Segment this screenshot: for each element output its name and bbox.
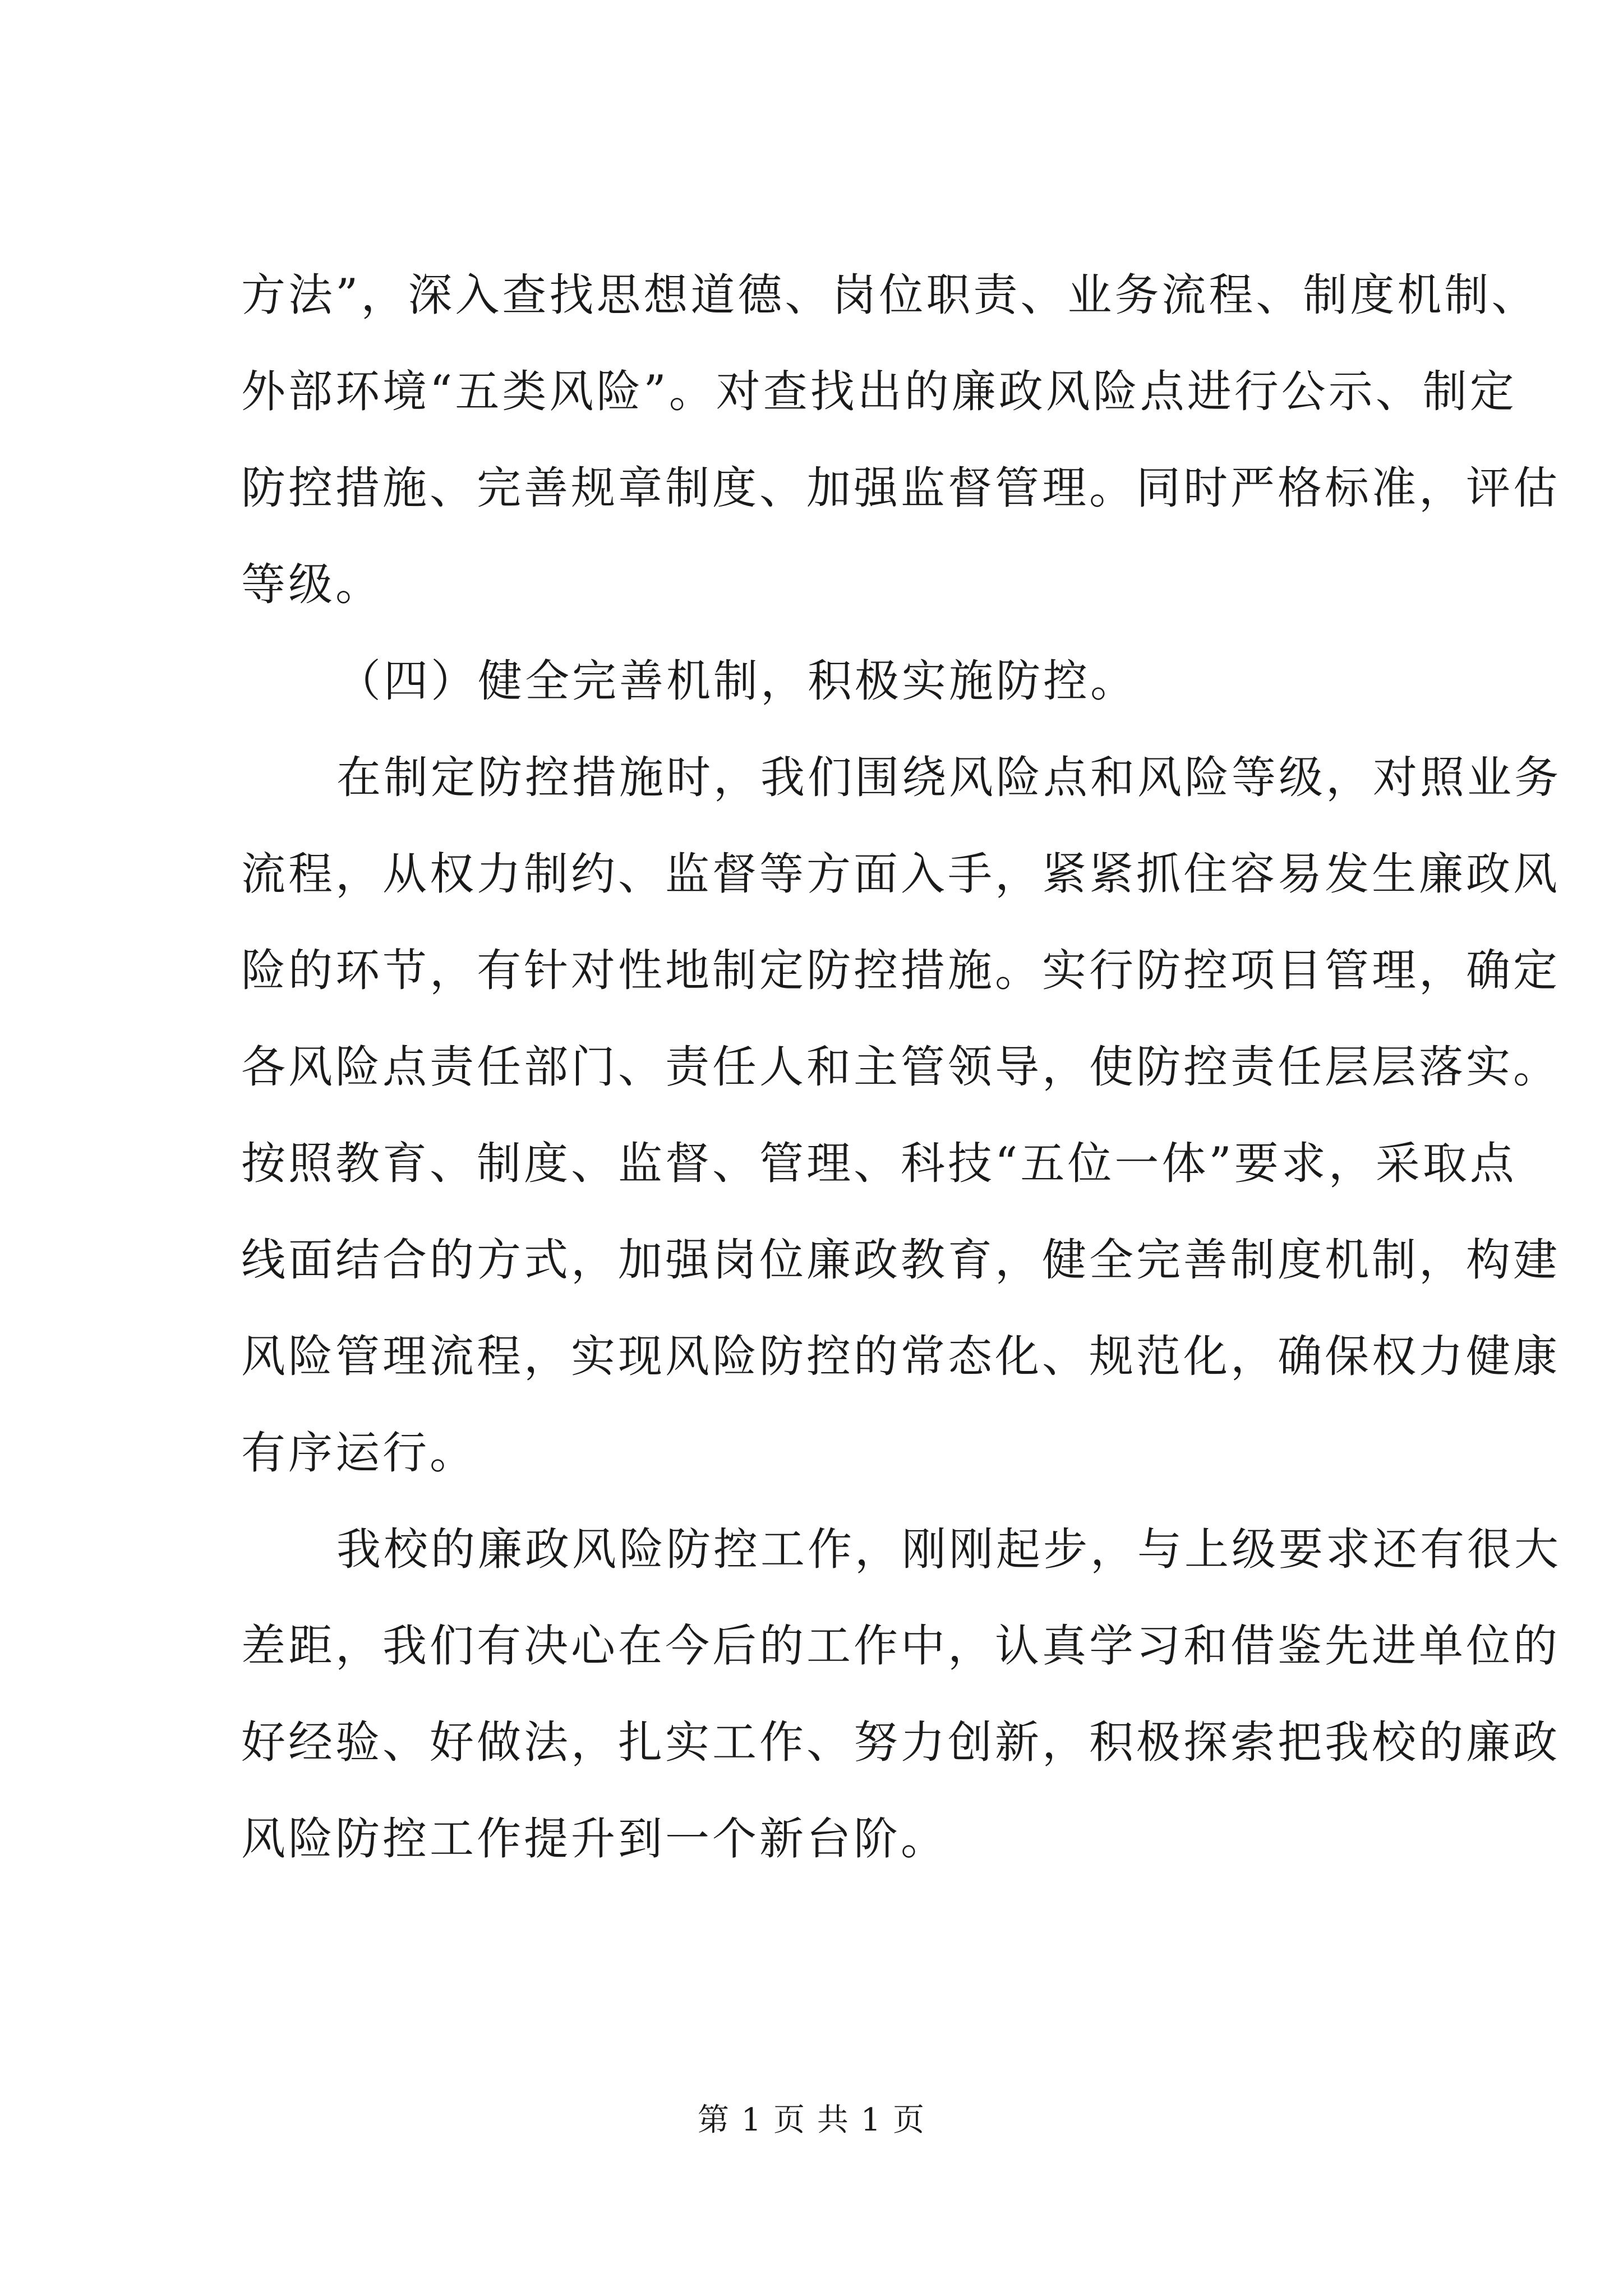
text-line: 在制定防控措施时，我们围绕风险点和风险等级，对照业务 bbox=[336, 752, 1561, 803]
page-number-label: 第 1 页 共 1 页 bbox=[697, 2102, 926, 2138]
text-line: 流程，从权力制约、监督等方面入手，紧紧抓住容易发生廉政风 bbox=[241, 848, 1560, 900]
paragraph-2 bbox=[241, 729, 1561, 1501]
text-line: 防控措施、完善规章制度、加强监督管理。同时严格标准，评估 bbox=[241, 462, 1560, 514]
text-line: 我校的廉政风险防控工作，刚刚起步，与上级要求还有很大 bbox=[336, 1524, 1561, 1575]
text-line: 方法”，深入查找思想道德、岗位职责、业务流程、制度机制、 bbox=[241, 269, 1539, 321]
text-line: 险的环节，有针对性地制定防控措施。实行防控项目管理，确定 bbox=[241, 945, 1560, 996]
paragraph-1 bbox=[241, 247, 1560, 633]
text-line: 好经验、好做法，扎实工作、努力创新，积极探索把我校的廉政 bbox=[241, 1717, 1560, 1768]
document-body bbox=[241, 247, 1561, 1887]
text-line: 差距，我们有决心在今后的工作中，认真学习和借鉴先进单位的 bbox=[241, 1620, 1560, 1672]
section-heading: （四）健全完善机制，积极实施防控。 bbox=[336, 655, 1137, 707]
section-heading-4 bbox=[241, 633, 1430, 729]
text-line: 等级。 bbox=[241, 559, 382, 610]
text-line: 各风险点责任部门、责任人和主管领导，使防控责任层层落实。 bbox=[241, 1041, 1560, 1093]
page-footer bbox=[0, 2098, 1623, 2143]
text-line: 风险防控工作提升到一个新台阶。 bbox=[241, 1813, 948, 1865]
text-line: 线面结合的方式，加强岗位廉政教育，健全完善制度机制，构建 bbox=[241, 1234, 1560, 1286]
text-line: 外部环境“五类风险”。对查找出的廉政风险点进行公示、制定 bbox=[241, 366, 1517, 417]
text-line: 按照教育、制度、监督、管理、科技“五位一体”要求，采取点 bbox=[241, 1138, 1517, 1189]
paragraph-3 bbox=[241, 1501, 1561, 1887]
text-line: 风险管理流程，实现风险防控的常态化、规范化，确保权力健康 bbox=[241, 1331, 1560, 1382]
text-line: 有序运行。 bbox=[241, 1427, 477, 1479]
